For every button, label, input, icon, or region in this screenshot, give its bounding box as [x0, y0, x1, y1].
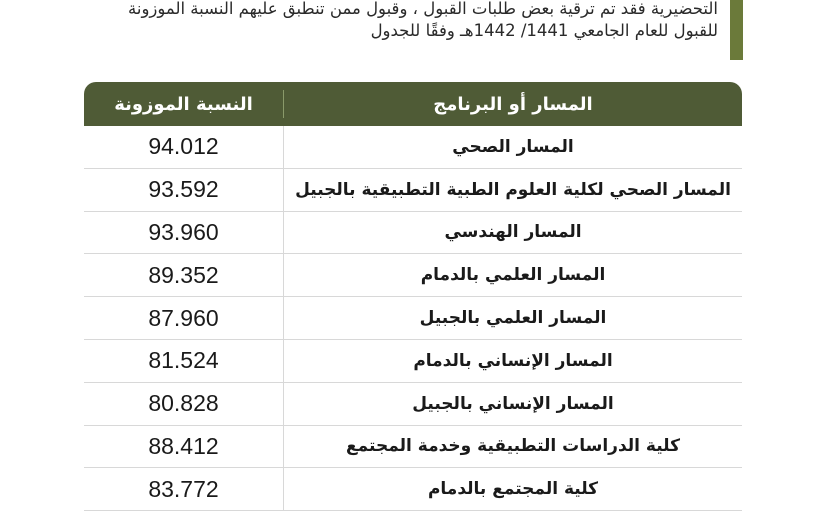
intro-accent-bar [730, 0, 743, 60]
row-program: المسار الهندسي [444, 222, 582, 243]
table-row [84, 212, 742, 255]
row-score: 89.352 [148, 261, 219, 288]
row-score: 81.524 [148, 347, 219, 374]
row-score: 83.772 [148, 475, 219, 502]
table-row [84, 468, 742, 511]
row-program: كلية الدراسات التطبيقية وخدمة المجتمع [346, 436, 680, 457]
row-score: 87.960 [148, 304, 219, 331]
table-header [84, 82, 742, 126]
table-body [84, 126, 742, 511]
table-row [84, 254, 742, 297]
header-program: المسار أو البرنامج [433, 93, 593, 115]
row-program: المسار الصحي [452, 136, 574, 157]
row-score: 93.960 [148, 218, 219, 245]
table-row [84, 426, 742, 469]
row-score: 93.592 [148, 176, 219, 203]
row-score: 88.412 [148, 432, 219, 459]
table-row [84, 126, 742, 169]
admission-scores-table [84, 82, 742, 511]
row-score: 80.828 [148, 390, 219, 417]
row-program: كلية المجتمع بالدمام [427, 479, 599, 500]
table-row [84, 383, 742, 426]
row-program: المسار الصحي لكلية العلوم الطبية التطبيقية بالجبيل [295, 179, 731, 200]
table-row [84, 340, 742, 383]
row-program: المسار الإنساني بالجبيل [412, 393, 614, 414]
header-score: النسبة الموزونة [114, 93, 253, 115]
row-score: 94.012 [148, 133, 219, 160]
table-row [84, 297, 742, 340]
table-row [84, 169, 742, 212]
row-program: المسار العلمي بالجبيل [419, 308, 607, 329]
row-program: المسار العلمي بالدمام [420, 265, 606, 286]
intro-paragraph: التحضيرية فقد تم ترقية بعض طلبات القبول ، وقبول ممن تنطبق عليهم النسبة الموزونة للقبول للعام الجامعي 1441/ 1442هـ وفقًا للجدول [128, 0, 718, 40]
row-program: المسار الإنساني بالدمام [413, 350, 613, 371]
